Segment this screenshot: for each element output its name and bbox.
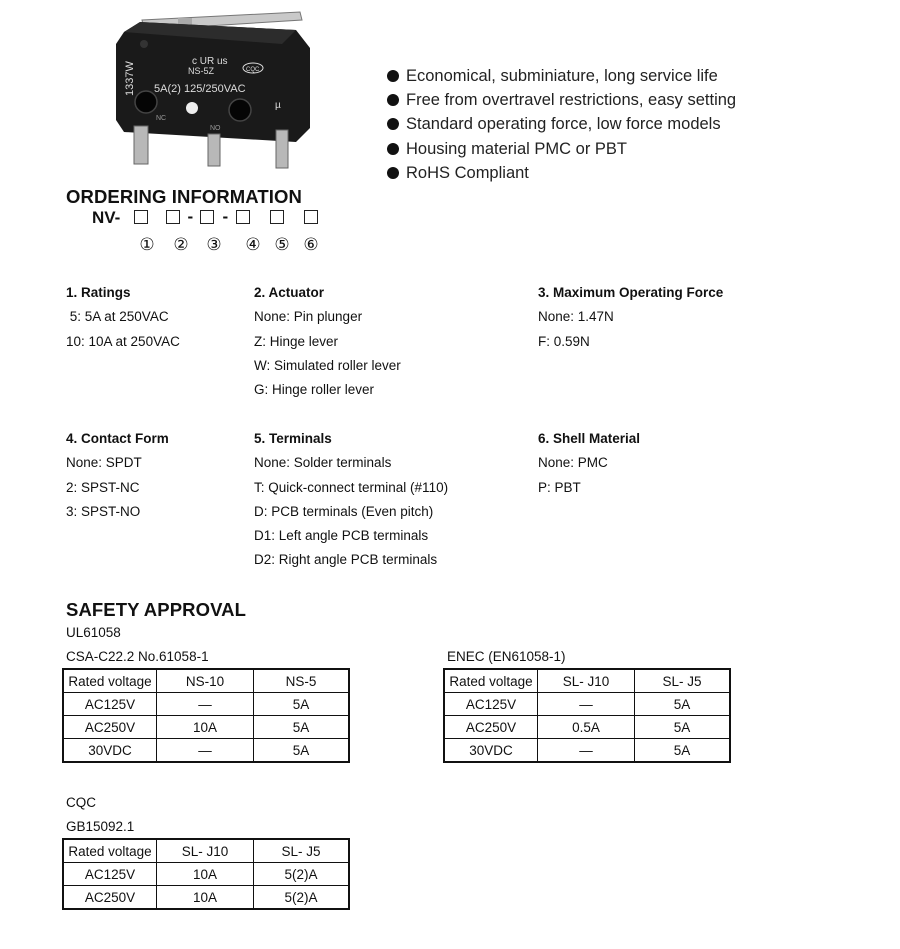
code-dash: - (222, 206, 229, 226)
part-number-template (92, 208, 318, 232)
table-cell: 5A (635, 716, 731, 739)
table-cell: AC125V (444, 693, 538, 716)
cqc-standard: GB15092.1 (66, 819, 135, 834)
enec-standard: ENEC (EN61058-1) (447, 649, 566, 664)
option-item: 5: 5A at 250VAC (66, 309, 169, 325)
nc-label: NC (156, 115, 167, 122)
code-box (200, 210, 214, 224)
cert-model-text: NS-5Z (188, 66, 215, 76)
section-title: 3. Maximum Operating Force (538, 285, 724, 300)
cert-mark-text: c UR us (192, 56, 228, 67)
table-cell: 5A (254, 693, 350, 716)
feature-item: RoHS Compliant (387, 161, 736, 185)
table-cell: 5A (254, 716, 350, 739)
table-row (63, 739, 349, 763)
table-cell: 5(2)A (254, 886, 350, 910)
code-box (270, 210, 284, 224)
part-prefix: NV- (92, 208, 121, 227)
position-number: ⑤ (274, 235, 290, 255)
option-item: None: SPDT (66, 455, 142, 471)
section-title: 6. Shell Material (538, 431, 641, 446)
cqc-mark-text: CQC (246, 67, 260, 73)
option-item: W: Simulated roller lever (254, 357, 401, 373)
table-cell: 5(2)A (254, 863, 350, 886)
bullet-icon (387, 94, 399, 106)
table-cell: — (538, 693, 635, 716)
option-item: T: Quick-connect terminal (#110) (254, 479, 449, 495)
table-row (63, 716, 349, 739)
table-cell: AC250V (63, 716, 157, 739)
table-header-cell: SL- J5 (635, 669, 731, 693)
table-cell: 5A (635, 739, 731, 763)
table-cell: — (538, 739, 635, 763)
position-number: ④ (245, 235, 261, 255)
section-title: 5. Terminals (254, 431, 332, 446)
feature-item: Standard operating force, low force models (387, 112, 736, 136)
option-item: 10: 10A at 250VAC (66, 333, 180, 349)
table-cell: 0.5A (538, 716, 635, 739)
enec-approval-table (443, 668, 731, 763)
table-cell: AC250V (444, 716, 538, 739)
option-item: 2: SPST-NC (66, 479, 140, 495)
table-row (63, 863, 349, 886)
ordering-heading: ORDERING INFORMATION (66, 186, 302, 207)
table-header-cell: NS-5 (254, 669, 350, 693)
option-item: G: Hinge roller lever (254, 382, 375, 398)
table-cell: 5A (635, 693, 731, 716)
cqc-approval-table (62, 838, 350, 910)
bullet-icon (387, 70, 399, 82)
table-row (63, 886, 349, 910)
table-header-cell: SL- J5 (254, 839, 350, 863)
option-item: None: PMC (538, 455, 608, 471)
table-cell: 10A (157, 863, 254, 886)
code-box (236, 210, 250, 224)
ul-approval-table (62, 668, 350, 763)
rating-text: 5A(2) 125/250VAC (154, 83, 246, 95)
table-header-row (63, 669, 349, 693)
position-number: ③ (206, 235, 222, 255)
ul-standard: UL61058 (66, 625, 121, 640)
code-dash: - (187, 206, 194, 226)
table-header-cell: Rated voltage (63, 839, 157, 863)
housing-model-text: 1337W (124, 61, 136, 96)
feature-item: Economical, subminiature, long service life (387, 64, 736, 88)
table-header-row (63, 839, 349, 863)
shell-material-section (538, 427, 640, 500)
terminals-section (254, 427, 448, 573)
section-title: 1. Ratings (66, 285, 131, 300)
table-cell: 10A (157, 716, 254, 739)
option-item: None: 1.47N (538, 309, 614, 325)
code-box (134, 210, 148, 224)
micro-switch-photo (100, 8, 320, 183)
option-item: D1: Left angle PCB terminals (254, 528, 429, 544)
option-item: D2: Right angle PCB terminals (254, 552, 438, 568)
table-cell: — (157, 739, 254, 763)
position-number: ② (173, 235, 189, 255)
contact-form-section (66, 427, 169, 524)
no-label: NO (210, 125, 221, 132)
section-title: 2. Actuator (254, 285, 325, 300)
actuator-section (254, 281, 401, 402)
micro-symbol: µ (275, 100, 281, 111)
table-cell: 30VDC (63, 739, 157, 763)
table-cell: 10A (157, 886, 254, 910)
code-box (304, 210, 318, 224)
ratings-section (66, 281, 180, 354)
position-number: ① (139, 235, 155, 255)
table-cell: 30VDC (444, 739, 538, 763)
table-row (444, 739, 730, 763)
table-row (444, 693, 730, 716)
table-cell: — (157, 693, 254, 716)
section-title: 4. Contact Form (66, 431, 169, 446)
feature-list (387, 64, 736, 185)
csa-standard: CSA-C22.2 No.61058-1 (66, 649, 209, 664)
table-header-cell: NS-10 (157, 669, 254, 693)
feature-item: Housing material PMC or PBT (387, 137, 736, 161)
table-cell: 5A (254, 739, 350, 763)
bullet-icon (387, 167, 399, 179)
code-box (166, 210, 180, 224)
table-header-cell: SL- J10 (538, 669, 635, 693)
table-cell: AC250V (63, 886, 157, 910)
option-item: D: PCB terminals (Even pitch) (254, 503, 434, 519)
table-header-cell: Rated voltage (444, 669, 538, 693)
table-cell: AC125V (63, 863, 157, 886)
feature-item: Free from overtravel restrictions, easy setting (387, 88, 736, 112)
option-item: P: PBT (538, 479, 581, 495)
cqc-label: CQC (66, 795, 96, 810)
table-header-cell: SL- J10 (157, 839, 254, 863)
table-header-cell: Rated voltage (63, 669, 157, 693)
table-header-row (444, 669, 730, 693)
option-item: 3: SPST-NO (66, 503, 141, 519)
operating-force-section (538, 281, 723, 354)
bullet-icon (387, 118, 399, 130)
bullet-icon (387, 143, 399, 155)
table-row (63, 693, 349, 716)
option-item: None: Pin plunger (254, 309, 363, 325)
option-item: Z: Hinge lever (254, 333, 339, 349)
table-row (444, 716, 730, 739)
option-item: F: 0.59N (538, 333, 590, 349)
table-cell: AC125V (63, 693, 157, 716)
safety-heading: SAFETY APPROVAL (66, 599, 247, 620)
option-item: None: Solder terminals (254, 455, 392, 471)
position-number: ⑥ (303, 235, 319, 255)
